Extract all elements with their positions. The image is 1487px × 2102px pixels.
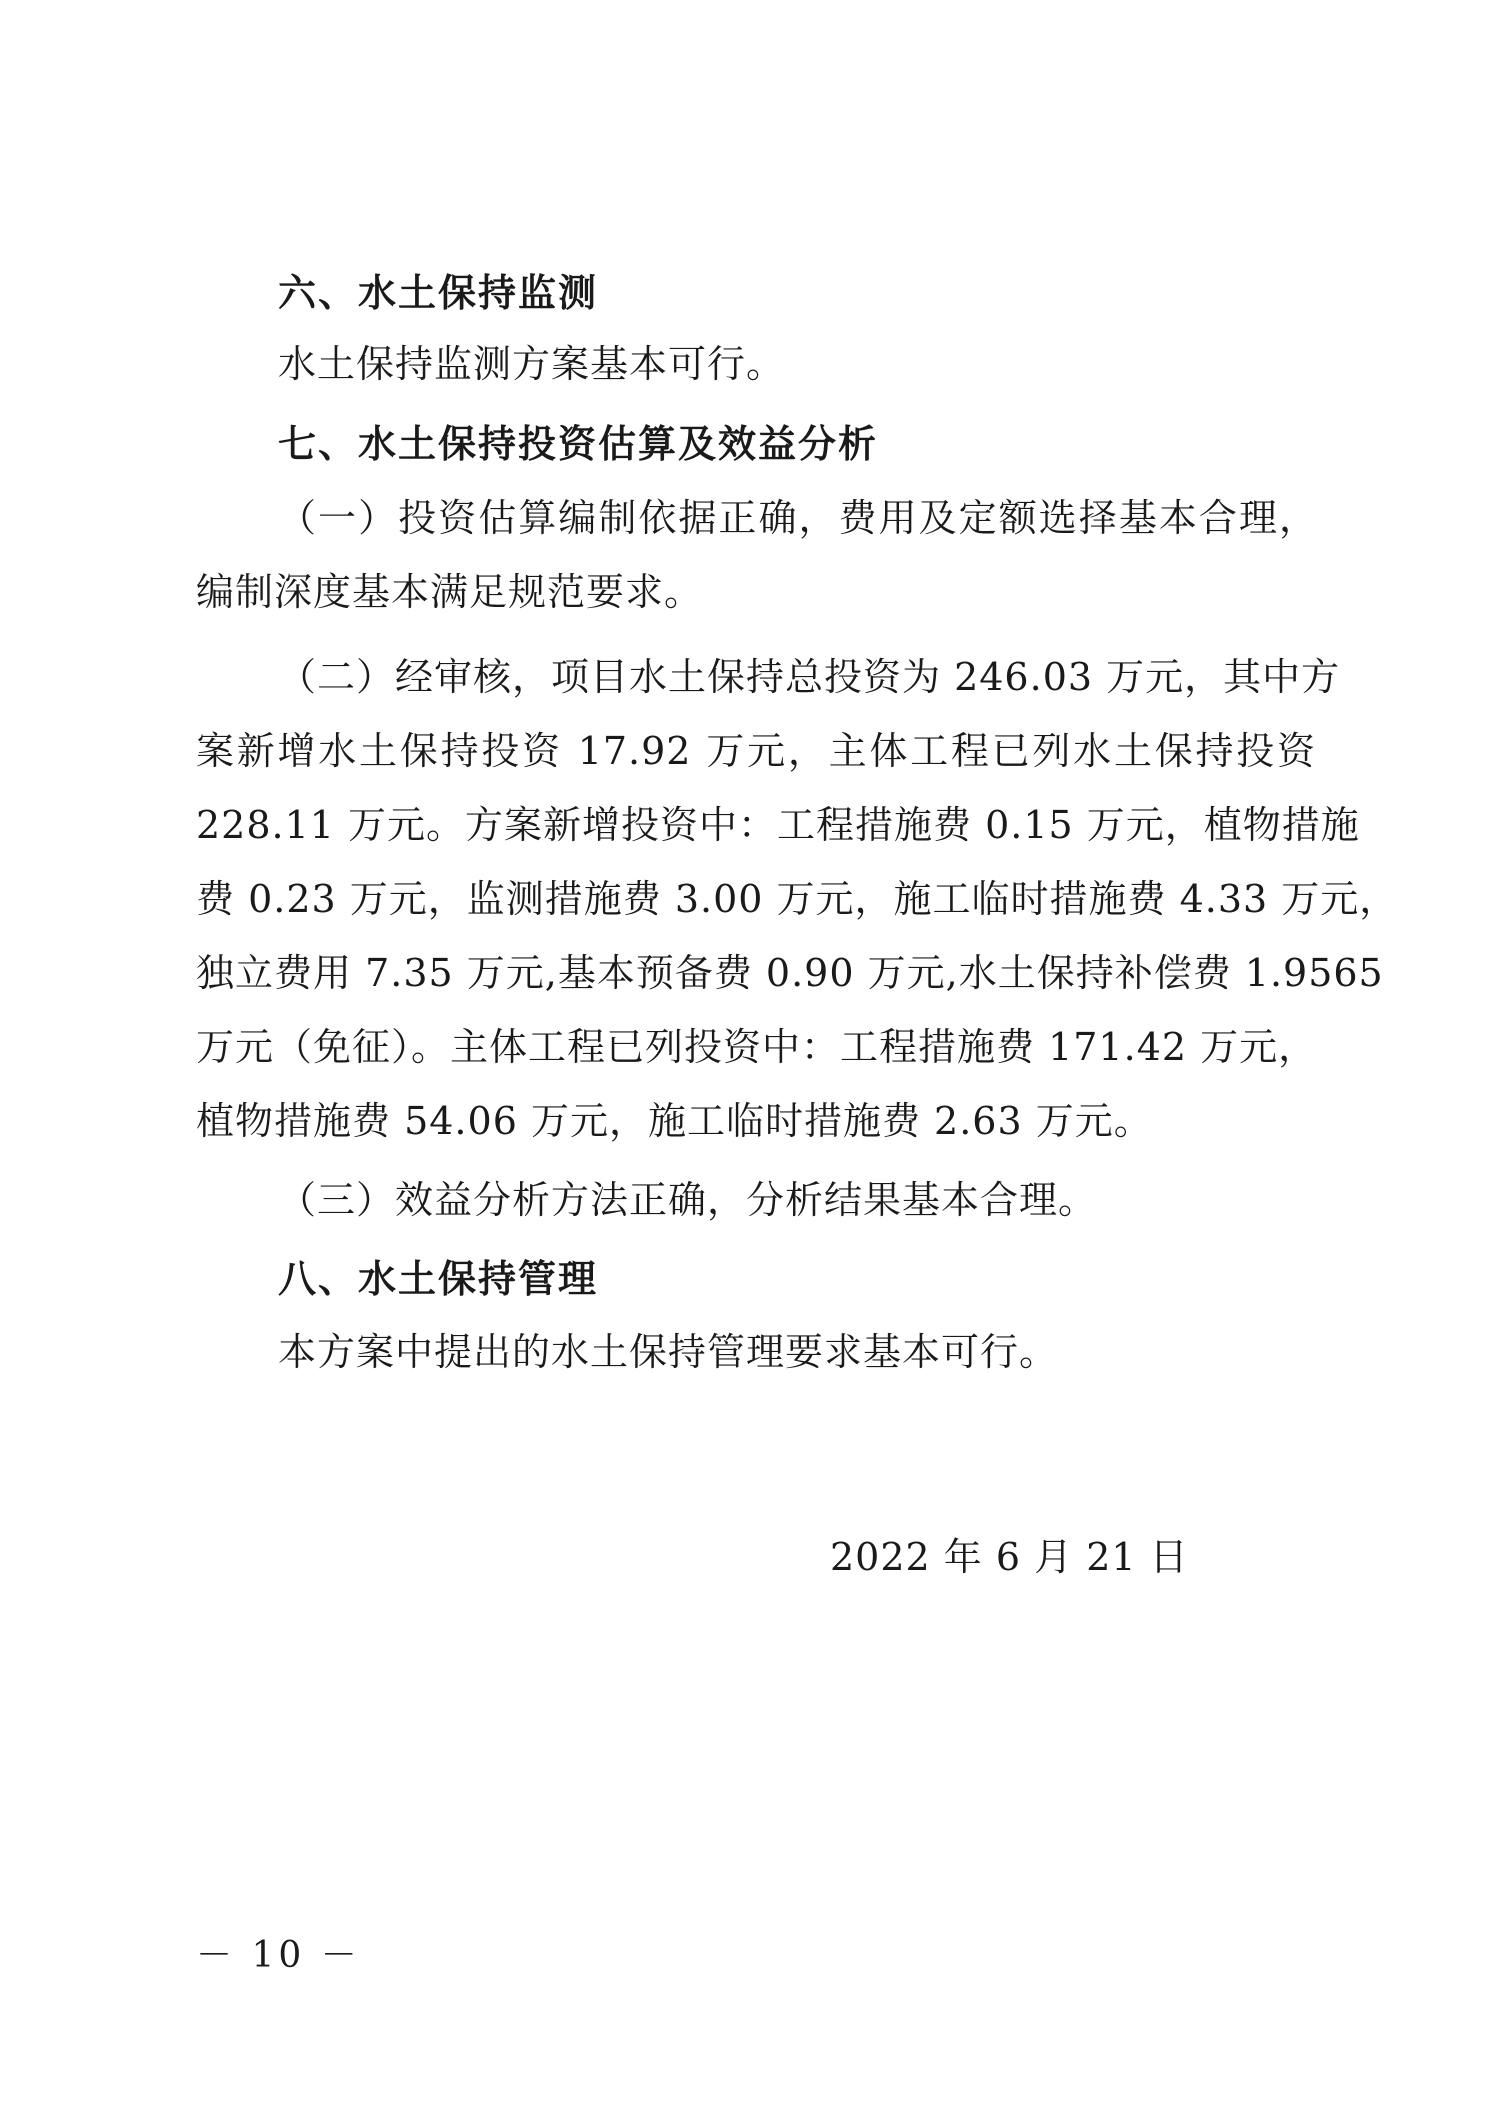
- section-7-p2-line3: 228.11 万元。方案新增投资中：工程措施费 0.15 万元，植物措施: [196, 803, 1360, 847]
- section-7-p1-line1: （一）投资估算编制依据正确，费用及定额选择基本合理，: [278, 496, 1318, 540]
- section-7-p2-line1: （二）经审核，项目水土保持总投资为 246.03 万元，其中方: [278, 655, 1341, 699]
- section-6-heading: 六、水土保持监测: [278, 271, 599, 315]
- section-7-p2-line6: 万元（免征）。主体工程已列投资中：工程措施费 171.42 万元，: [196, 1025, 1318, 1069]
- section-8-heading: 八、水土保持管理: [278, 1257, 599, 1301]
- page-number: － 10 －: [196, 1935, 361, 1976]
- section-7-p2-line2: 案新增水土保持投资 17.92 万元，主体工程已列水土保持投资: [196, 729, 1316, 773]
- section-7-heading: 七、水土保持投资估算及效益分析: [278, 422, 879, 466]
- section-7-p1-line2: 编制深度基本满足规范要求。: [196, 570, 704, 614]
- section-7-p2-line5: 独立费用 7.35 万元,基本预备费 0.90 万元,水土保持补偿费 1.9565: [196, 951, 1384, 995]
- section-8-paragraph: 本方案中提出的水土保持管理要求基本可行。: [278, 1330, 1059, 1374]
- document-date: 2022 年 6 月 21 日: [830, 1535, 1189, 1579]
- section-7-p2-line4: 费 0.23 万元，监测措施费 3.00 万元，施工临时措施费 4.33 万元，: [196, 877, 1399, 921]
- section-7-p3: （三）效益分析方法正确，分析结果基本合理。: [278, 1178, 1098, 1222]
- section-6-paragraph: 水土保持监测方案基本可行。: [278, 342, 786, 386]
- section-7-p2-line7: 植物措施费 54.06 万元，施工临时措施费 2.63 万元。: [196, 1099, 1153, 1143]
